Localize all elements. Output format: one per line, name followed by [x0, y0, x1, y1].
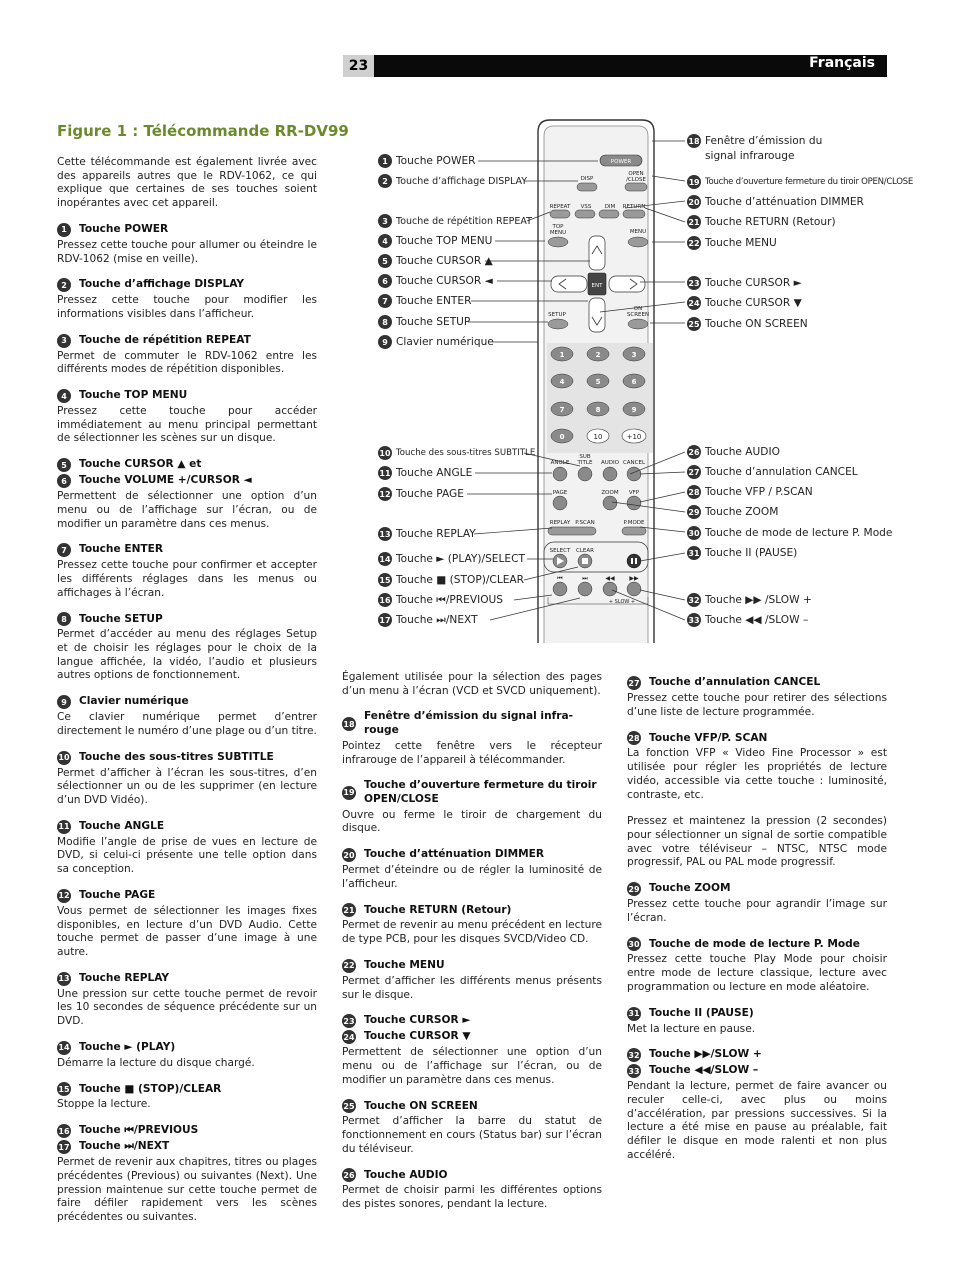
- entry-20: 20 Touche d’atténuation DIMMER Permet d’éteindre ou de régler la luminosité de l’afficheur.: [342, 848, 602, 890]
- callout-6: 6 Touche CURSOR ◄: [378, 274, 493, 288]
- entry-3: 3 Touche de répétition REPEAT Permet de commuter le RDV-1062 entre les différents modes de répétition disponibles.: [57, 333, 317, 376]
- entry-2: 2 Touche d’affichage DISPLAY Pressez cette touche pour modifier les informations visibles dans l’afficheur.: [57, 278, 317, 320]
- callout-15: 15 Touche ■ (STOP)/CLEAR: [379, 573, 525, 586]
- column-1: [57, 156, 317, 1225]
- svg-text:OPEN: OPEN: [628, 171, 644, 177]
- callout-13: 13 Touche REPLAY: [379, 527, 476, 540]
- btn-4: 4: [559, 378, 565, 386]
- entry-14: 14 Touche ► (PLAY) Démarre la lecture du disque chargé.: [57, 1040, 255, 1069]
- btn-6: 6: [631, 378, 637, 386]
- btn-2: 2: [595, 351, 601, 359]
- svg-text:TOP: TOP: [552, 224, 564, 230]
- entry-7: 7 Touche ENTER Pressez cette touche pour confirmer et accepter les différents réglages dans les menus ou affichages à l’écran.: [57, 543, 317, 599]
- entry-18: 18 Fenêtre d’émission du signal infra-rouge Pointez cette fenêtre vers le récepteur infrarouge de l’appareil à télécommander.: [342, 710, 602, 766]
- column-3: [627, 676, 887, 1162]
- entry-28: 28 Touche VFP/P. SCAN La fonction VFP « Video Fine Processor » est utilisée pour régler les propriétés de lecture vidéo, accessible via cette touche : luminosité, contraste, etc. Pressez et maintenez la pression (2 secondes) pour sélectionner un signal de sortie compatible avec votre téléviseur – NTSC, NTSC mode progressif, PAL ou PAL mode progressif.: [627, 731, 887, 869]
- svg-text:▶▶: ▶▶: [629, 575, 639, 582]
- btn-dim-label: DIM: [604, 204, 616, 210]
- callout-16: 16 Touche ⏮/PREVIOUS: [379, 593, 504, 606]
- callout-25: 25 Touche ON SCREEN: [688, 317, 808, 330]
- btn-8: 8: [595, 406, 601, 414]
- btn-slow-label: + SLOW +: [608, 599, 636, 605]
- svg-text:⏭: ⏭: [582, 575, 588, 582]
- svg-text:⏮: ⏮: [557, 575, 563, 582]
- svg-text:MENU: MENU: [549, 230, 567, 236]
- callout-14: 14 Touche ► (PLAY)/SELECT: [379, 552, 525, 565]
- svg-text:SCREEN: SCREEN: [626, 312, 650, 318]
- callout-19: 19 Touche d’ouverture fermeture du tiroir OPEN/CLOSE: [687, 175, 913, 189]
- entry-12: 12 Touche PAGE Vous permet de sélectionner les images fixes disponibles, en lecture d’un DVD Audio. Cette touche permet de passer d’une image à une autre.: [57, 888, 317, 958]
- entry-26: 26 Touche AUDIO Permet de choisir parmi les différentes options des pistes sonores, pendant la lecture.: [342, 1168, 602, 1211]
- callout-21: 21 Touche RETURN (Retour): [688, 215, 836, 228]
- callout-7: 7 Touche ENTER: [378, 294, 471, 308]
- entry-19: 19 Touche d’ouverture fermeture du tiroir OPEN/CLOSE Ouvre ou ferme le tiroir de chargement du disque.: [342, 779, 602, 835]
- btn-page-label: PAGE: [552, 490, 568, 496]
- svg-text:/CLOSE: /CLOSE: [626, 177, 646, 183]
- entry-29: 29 Touche ZOOM Pressez cette touche pour agrandir l’image sur l’écran.: [627, 882, 887, 924]
- intro-paragraph: Cette télécommande est également livrée avec des appareils autres que le RDV-1062, ce qui explique que certaines de ses touches soient inopérantes avec cet appareil.: [57, 156, 317, 210]
- btn-5: 5: [595, 378, 601, 386]
- callout-22: 22 Touche MENU: [688, 236, 777, 249]
- btn-vss-label: VSS: [580, 204, 592, 210]
- btn-menu-label: MENU: [629, 229, 647, 235]
- btn-repeat-label: REPEAT: [549, 204, 571, 210]
- btn-7: 7: [559, 406, 565, 414]
- figure-title: Figure 1 : Télécommande RR-DV99: [57, 122, 349, 140]
- svg-text:ON: ON: [633, 306, 643, 312]
- btn-10plus: +10: [626, 433, 642, 441]
- entry-10: 10 Touche des sous-titres SUBTITLE Permet d’afficher à l’écran les sous-titres, d’en sélectionner un ou de les supprimer (en lecture d’un DVD Vidéo).: [57, 750, 317, 806]
- btn-angle-label: ANGLE: [550, 460, 570, 466]
- callout-31: 31 Touche II (PAUSE): [688, 546, 798, 559]
- btn-setup-label: SETUP: [548, 312, 566, 318]
- entry-25: 25 Touche ON SCREEN Permet d’afficher la barre du statut de fonctionnement en cours (Status bar) sur l’écran du téléviseur.: [342, 1099, 602, 1155]
- callout-2: 2 Touche d’affichage DISPLAY: [378, 174, 527, 188]
- btn-pscan-label: P.SCAN: [575, 520, 595, 526]
- btn-power: POWER: [610, 159, 632, 165]
- entry-22: 22 Touche MENU Permet d’afficher les différents menus présents sur le disque.: [342, 958, 602, 1001]
- header-language: Français: [809, 55, 875, 71]
- callout-32: 32 Touche ▶▶ /SLOW +: [688, 593, 812, 606]
- svg-text:SUB: SUB: [579, 454, 591, 460]
- entry-16-17: 16 Touche ⏮/PREVIOUS 17 Touche ⏭/NEXT Permet de revenir aux chapitres, titres ou plages précédentes (Previous) ou suivantes (Next). Une pression maintenue sur cette touche permet de faire défiler rapidement vers les scènes précédentes ou suivantes.: [57, 1124, 317, 1223]
- callout-29: 29 Touche ZOOM: [688, 505, 779, 518]
- entry-13: 13 Touche REPLAY Une pression sur cette touche permet de revoir les 10 secondes de séquence précédente sur un DVD.: [57, 971, 317, 1028]
- entry-9: 9 Clavier numérique Ce clavier numérique permet d’entrer directement le numéro d’une plage ou d’un titre.: [57, 695, 317, 737]
- callout-3: 3 Touche de répétition REPEAT: [378, 214, 532, 228]
- callout-1: 1 Touche POWER: [378, 154, 476, 168]
- entry-23-24: 23 Touche CURSOR ► 24 Touche CURSOR ▼ Permettent de sélectionner une option d’un menu ou de l’affichage sur l’écran, ou de modifier un paramètre dans ces menus.: [342, 1014, 602, 1086]
- entry-8: 8 Touche SETUP Permet d’accéder au menu des réglages Setup et de choisir les réglages pour le choix de la langue affichée, la vidéo, l’audio et plusieurs autres options de fonctionnement.: [57, 612, 317, 682]
- callout-27: 27 Touche d’annulation CANCEL: [688, 465, 858, 478]
- callout-10: 10 Touche des sous-titres SUBTITLE: [378, 446, 535, 460]
- btn-replay-label: REPLAY: [549, 520, 571, 526]
- entry-15: 15 Touche ■ (STOP)/CLEAR Stoppe la lecture.: [57, 1082, 222, 1111]
- entry-11: 11 Touche ANGLE Modifie l’angle de prise de vues en lecture de DVD, si celui-ci présente une telle option dans sa conception.: [57, 819, 317, 876]
- callout-17: 17 Touche ⏭/NEXT: [379, 613, 478, 626]
- callout-23: 23 Touche CURSOR ►: [688, 276, 802, 289]
- btn-pmode-label: P.MODE: [623, 520, 645, 526]
- btn-disp-label: DISP: [580, 176, 594, 182]
- btn-vfp-label: VFP: [628, 490, 640, 496]
- entry-5-6: 5 Touche CURSOR ▲ et 6 Touche VOLUME +/CURSOR ◄ Permettent de sélectionner une option d’un menu ou de l’affichage sur l’écran, ou de modifier un paramètre dans ces menus.: [57, 458, 317, 530]
- callout-18-line2: signal infrarouge: [705, 150, 795, 162]
- entry-32-33: 32 Touche ▶▶/SLOW + 33 Touche ◀◀/SLOW – Pendant la lecture, permet de faire avancer ou reculer celle-ci, avec plus ou moins d’accélération, par pressions successives. Si la lecture a été mise en pause au préalable, fait défiler le disque en mode ralenti et non plus accéléré.: [627, 1048, 887, 1161]
- callout-11: 11 Touche ANGLE: [379, 466, 473, 479]
- btn-10: 10: [593, 433, 603, 441]
- callout-4: 4 Touche TOP MENU: [378, 234, 492, 248]
- btn-clear-label: CLEAR: [576, 548, 594, 554]
- callout-24: 24 Touche CURSOR ▼: [688, 296, 802, 309]
- callout-28: 28 Touche VFP / P.SCAN: [688, 485, 813, 498]
- header-bar: [343, 55, 887, 77]
- callout-18: 18 Fenêtre d’émission du: [688, 134, 823, 147]
- callout-8: 8 Touche SETUP: [378, 315, 470, 329]
- btn-cancel-label: CANCEL: [622, 460, 646, 466]
- callout-20: 20 Touche d’atténuation DIMMER: [688, 195, 864, 208]
- btn-zoom-label: ZOOM: [601, 490, 619, 496]
- btn-audio-label: AUDIO: [601, 460, 619, 466]
- svg-text:◀◀: ◀◀: [605, 575, 615, 582]
- callout-33: 33 Touche ◀◀ /SLOW –: [688, 613, 809, 626]
- remote-control-illustration: [536, 118, 656, 643]
- btn-1: 1: [559, 351, 565, 359]
- btn-0: 0: [559, 433, 565, 441]
- callout-26: 26 Touche AUDIO: [688, 445, 780, 458]
- btn-return-label: RETURN: [622, 204, 646, 210]
- entry-27: 27 Touche d’annulation CANCEL Pressez cette touche pour retirer des sélections d’une liste de lecture programmée.: [627, 676, 887, 718]
- entry-30: 30 Touche de mode de lecture P. Mode Pressez cette touche Play Mode pour choisir entre mode de lecture classique, lecture avec programmation ou lecture en mode aléatoire.: [627, 937, 887, 993]
- entry-1: 1 Touche POWER Pressez cette touche pour allumer ou éteindre le RDV-1062 (mise en veille).: [57, 222, 317, 265]
- callout-30: 30 Touche de mode de lecture P. Mode: [688, 526, 893, 539]
- continued-paragraph: Également utilisée pour la sélection des pages d’un menu à l’écran (VCD et SVCD uniquement).: [342, 671, 602, 697]
- page-number: 23: [343, 55, 374, 77]
- btn-9: 9: [631, 406, 637, 414]
- btn-enter-label: ENT: [591, 283, 603, 289]
- entry-21: 21 Touche RETURN (Retour) Permet de revenir au menu précédent en lecture de type PCB, pour les disques SVCD/Video CD.: [342, 903, 602, 946]
- entry-4: 4 Touche TOP MENU Pressez cette touche pour accéder immédiatement au menu principal permettant de sélectionner les scènes sur un disque.: [57, 389, 317, 445]
- callout-5: 5 Touche CURSOR ▲: [378, 254, 493, 268]
- btn-3: 3: [631, 351, 637, 359]
- btn-select-label: SELECT: [549, 548, 571, 554]
- column-2: [342, 671, 602, 1212]
- callout-9: 9 Clavier numérique: [378, 335, 494, 349]
- callout-12: 12 Touche PAGE: [379, 487, 464, 500]
- svg-text:TITLE: TITLE: [577, 460, 593, 466]
- entry-31: 31 Touche II (PAUSE) Met la lecture en pause.: [627, 1006, 756, 1035]
